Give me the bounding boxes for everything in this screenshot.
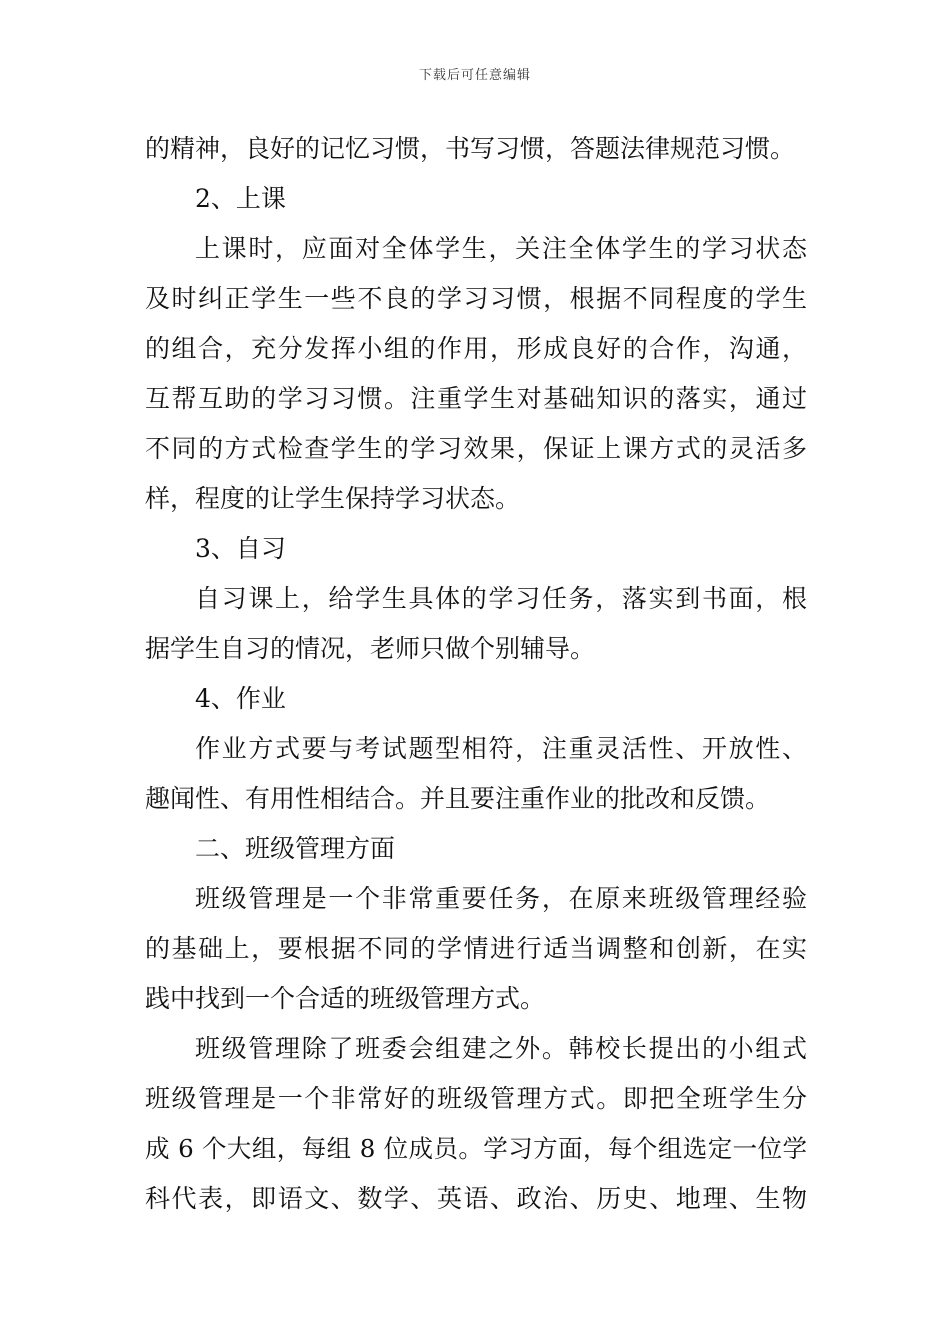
text-line: 互帮互助的学习习惯。注重学生对基础知识的落实，通过: [145, 384, 807, 413]
text-line: 的基础上，要根据不同的学情进行适当调整和创新，在实: [145, 934, 807, 963]
text-line: 的精神，良好的记忆习惯，书写习惯，答题法律规范习惯。: [145, 134, 796, 163]
document-body: [145, 124, 807, 1224]
text-line: 的组合，充分发挥小组的作用，形成良好的合作，沟通，: [145, 334, 807, 363]
text-line: 据学生自习的情况，老师只做个别辅导。: [145, 634, 596, 663]
text-line: 不同的方式检查学生的学习效果，保证上课方式的灵活多: [145, 434, 807, 463]
text-line: 班级管理除了班委会组建之外。韩校长提出的小组式: [195, 1034, 807, 1063]
text-line: 4、作业: [195, 684, 286, 713]
text-line: 上课时，应面对全体学生，关注全体学生的学习状态: [195, 234, 807, 263]
text-line: 趣闻性、有用性相结合。并且要注重作业的批改和反馈。: [145, 784, 771, 813]
text-line: 成 6 个大组，每组 8 位成员。学习方面，每个组选定一位学: [145, 1134, 807, 1163]
text-line: 3、自习: [195, 534, 286, 563]
text-line: 科代表，即语文、数学、英语、政治、历史、地理、生物: [145, 1184, 807, 1213]
text-line: 2、上课: [195, 184, 286, 213]
text-line: 及时纠正学生一些不良的学习习惯，根据不同程度的学生: [145, 284, 807, 313]
text-line: 自习课上，给学生具体的学习任务，落实到书面，根: [195, 584, 807, 613]
text-line: 作业方式要与考试题型相符，注重灵活性、开放性、: [195, 734, 807, 763]
text-line: 二、班级管理方面: [195, 834, 396, 863]
text-line: 班级管理是一个非常重要任务，在原来班级管理经验: [195, 884, 807, 913]
text-line: 践中找到一个合适的班级管理方式。: [145, 984, 546, 1013]
text-line: 样，程度的让学生保持学习状态。: [145, 484, 521, 513]
text-line: 班级管理是一个非常好的班级管理方式。即把全班学生分: [145, 1084, 807, 1113]
page-header: 下载后可任意编辑: [418, 68, 531, 83]
